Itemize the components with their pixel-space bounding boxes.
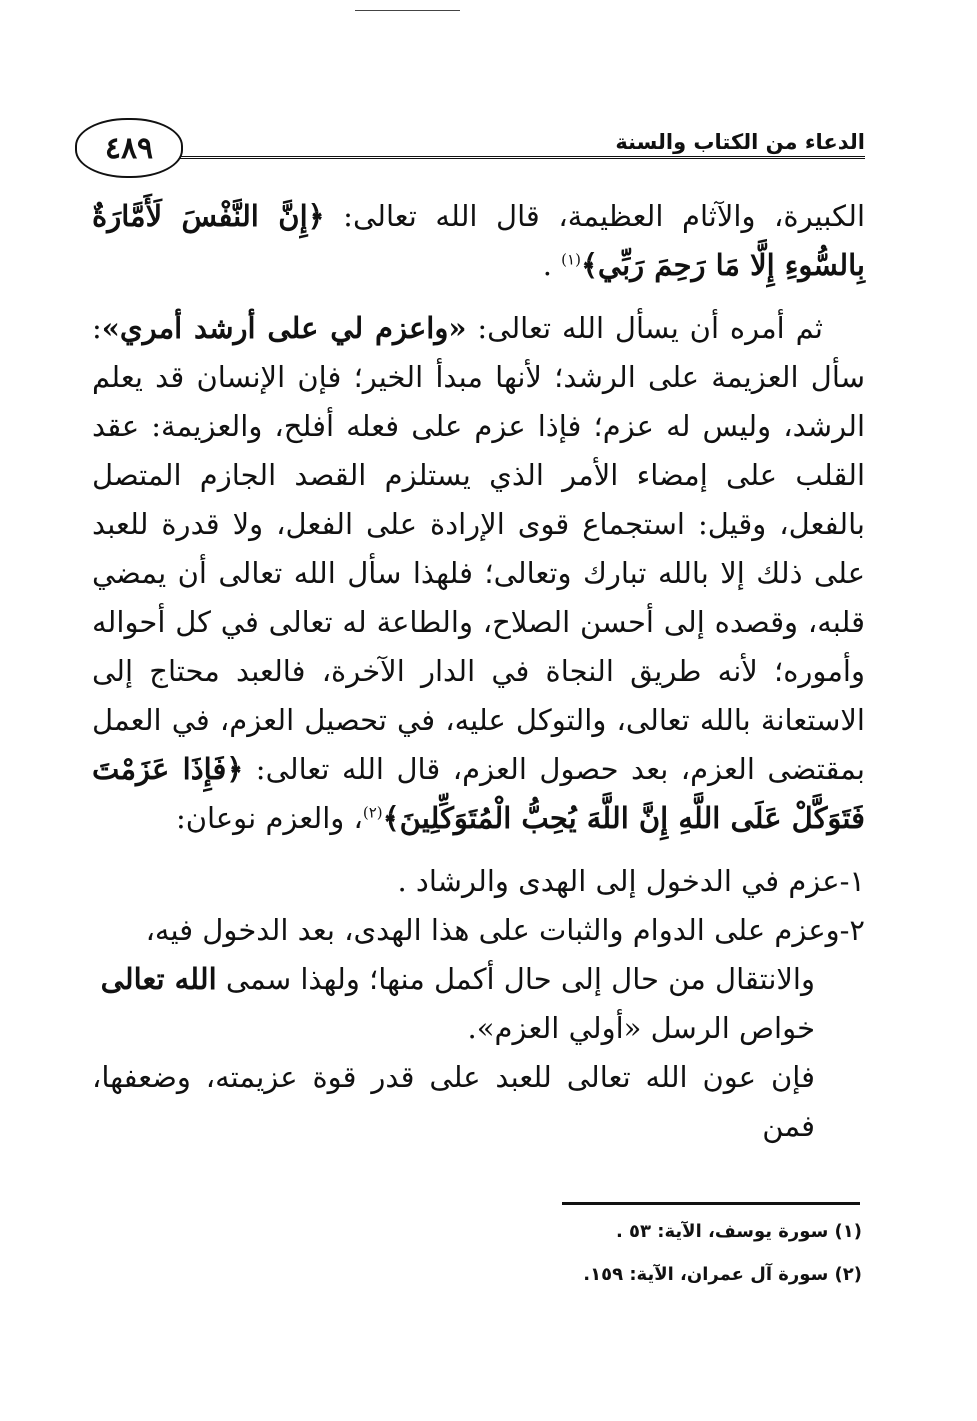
footnote-ref-1: (١) <box>561 250 581 269</box>
paragraph-1-end: . <box>542 248 562 282</box>
page-number: ٤٨٩ <box>104 130 154 166</box>
paragraph-3: فإن عون الله تعالى للعبد على قدر قوة عزيمته، وضعفها، فمن <box>92 1060 815 1143</box>
list-item-2-continuation <box>92 955 865 1004</box>
footnote-ref-2: (٢) <box>362 803 383 822</box>
footnote-separator <box>562 1202 860 1205</box>
paragraph-2-body: : سأل العزيمة على الرشد؛ لأنها مبدأ الخير؛ فإن الإنسان قد يعلم الرشد، وليس له عزم؛ فإذا عزم على فعله أفلح، والعزيمة: عقد القلب على إمضاء الأمر الذي يستلزم القصد الجازم المتصل بالفعل، وقيل: استجماع قوى الإرادة على الفعل، ولا قدرة للعبد على ذلك إلا بالله تبارك وتعالى؛ فلهذا سأل الله تعالى أن يمضي قلبه، وقصده إلى أحسن الصلاح، والطاعة له تعالى في كل أحواله وأموره؛ لأنه طريق النجاة في الدار الآخرة، فالعبد محتاج إلى الاستعانة بالله تعالى، والتوكل عليه، في تحصيل العزم، في العمل بمقتضى العزم، بعد حصول العزم، قال الله تعالى: <box>92 311 865 786</box>
list-item-2-line-1: ٢-وعزم على الدوام والثبات على هذا الهدى، بعد الدخول فيه، <box>145 913 865 947</box>
paragraph-1 <box>92 192 865 290</box>
footnote-1: (١) سورة يوسف، الآية: ٥٣ . <box>615 1221 862 1242</box>
footnote-2: (٢) سورة آل عمران، الآية: ١٥٩. <box>583 1264 862 1285</box>
running-header <box>75 118 865 184</box>
hadith-quote: «واعزم لي على أرشد أمري» <box>101 311 467 345</box>
footnotes <box>583 1210 862 1296</box>
paragraph-1-text: الكبيرة، والآثام العظيمة، قال الله تعالى: <box>324 199 865 233</box>
list-item-2-text: والانتقال من حال إلى حال أكمل منها؛ ولهذا سمى <box>216 962 815 996</box>
paragraph-2-intro: ثم أمره أن يسأل الله تعالى: <box>466 311 823 345</box>
paragraph-2 <box>92 304 865 843</box>
quran-verse-1: ﴿إِنَّ النَّفْسَ لَأَمَّارَةٌ بِالسُّوءِ إِلَّا مَا رَحِمَ رَبِّي﴾ <box>92 199 865 282</box>
top-scan-rule <box>355 10 460 11</box>
main-text <box>92 192 865 1151</box>
list-item-2-end: خواص الرسل «أولي العزم». <box>467 1011 815 1045</box>
paragraph-2-end: ، والعزم نوعان: <box>175 801 363 835</box>
page-number-oval <box>75 118 183 178</box>
list-item-1: ١-عزم في الدخول إلى الهدى والرشاد . <box>397 864 865 898</box>
header-double-rule <box>180 156 865 159</box>
header-title: الدعاء من الكتاب والسنة <box>615 130 865 154</box>
list-item-2-bold: الله تعالى <box>100 962 217 996</box>
list-item-2 <box>92 906 865 955</box>
quran-verse-2: ﴿فَإِذَا عَزَمْتَ فَتَوَكَّلْ عَلَى اللَّهِ إِنَّ اللَّهَ يُحِبُّ الْمُتَوَكِّلِينَ﴾ <box>92 752 865 835</box>
